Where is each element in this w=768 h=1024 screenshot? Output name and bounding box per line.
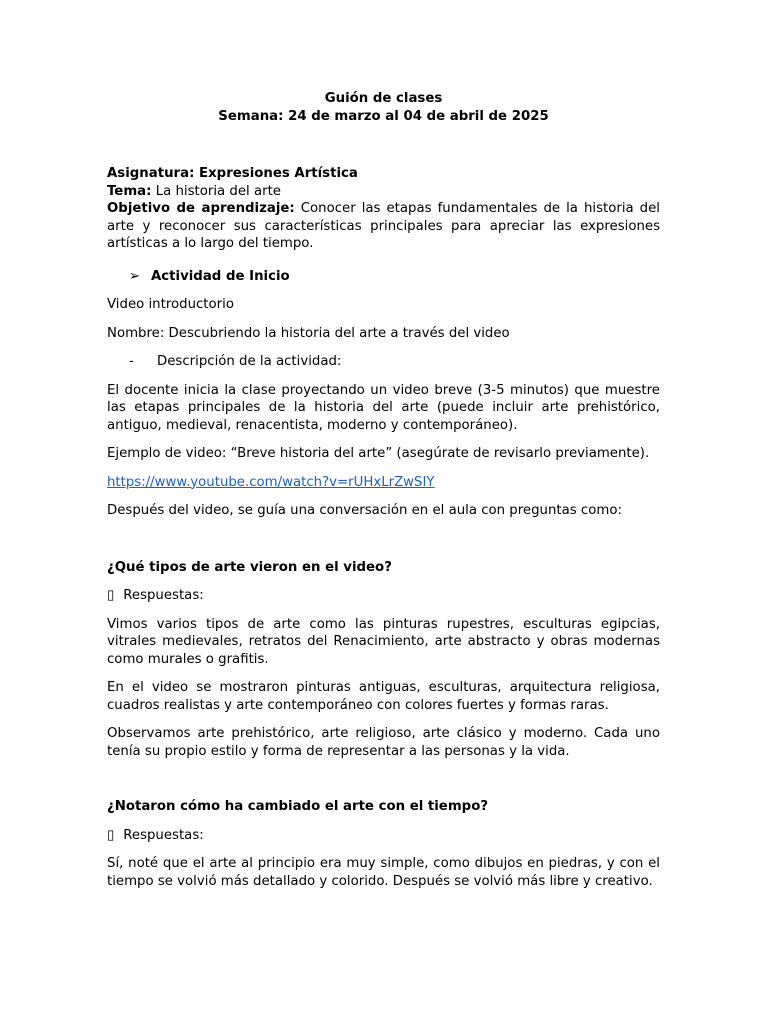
subject-line: Asignatura: Expresiones Artística — [107, 166, 358, 181]
missing-glyph-box-icon: ▯ — [107, 588, 115, 603]
answers-label-1: ▯ Respuestas: — [107, 588, 204, 603]
answer-1-2: En el video se mostraron pinturas antiguas, esculturas, arquitectura religiosa, cuadros realistas y arte contemporáneo con colores fuertes y formas raras. — [107, 680, 660, 713]
document-body — [107, 90, 660, 890]
activity-name: Nombre: Descubriendo la historia del arte a través del video — [107, 325, 510, 341]
video-link[interactable]: https://www.youtube.com/watch?v=rUHxLrZwSIY — [107, 474, 435, 490]
document-title: Guión de clases — [324, 91, 443, 106]
activity-intro: Video introductorio — [107, 297, 234, 312]
activity-description-label: - Descripción de la actividad: — [129, 354, 342, 369]
missing-glyph-box-icon: ▯ — [107, 827, 115, 843]
objective-paragraph: Objetivo de aprendizaje: Conocer las etapas fundamentales de la historia del arte y reconocer sus características principales para apreciar las expresiones artísticas a lo largo del tiempo. — [107, 201, 660, 251]
after-video-text: Después del video, se guía una conversación en el aula con preguntas como: — [107, 503, 622, 518]
answers-label-2: ▯ Respuestas: — [107, 827, 204, 843]
question-2: ¿Notaron cómo ha cambiado el arte con el tiempo? — [107, 799, 489, 814]
dash-bullet: - — [129, 354, 134, 369]
answer-2-1: Sí, noté que el arte al principio era muy simple, como dibujos en piedras, y con el tiempo se volvió más detallado y colorido. Después se volvió más libre y creativo. — [107, 856, 660, 889]
video-example: Ejemplo de video: “Breve historia del arte” (asegúrate de revisarlo previamente). — [107, 446, 650, 461]
video-link-line — [107, 474, 660, 492]
document-week: Semana: 24 de marzo al 04 de abril de 2025 — [218, 108, 549, 124]
arrow-bullet-icon: ➢ — [129, 268, 141, 284]
question-1: ¿Qué tipos de arte vieron en el video? — [107, 559, 392, 575]
activity-heading: ➢ Actividad de Inicio — [129, 268, 290, 284]
topic-line: Tema: La historia del arte — [107, 183, 281, 199]
activity-description-text: El docente inicia la clase proyectando un video breve (3-5 minutos) que muestre las etapas principales de la historia del arte (puede incluir arte prehistórico, antiguo, medieval, renacentista, moderno y contemporáneo). — [107, 382, 660, 433]
answer-1-1: Vimos varios tipos de arte como las pinturas rupestres, esculturas egipcias, vitrales medievales, retratos del Renacimiento, arte abstracto y obras modernas como murales o grafitis. — [107, 616, 660, 667]
answer-1-3: Observamos arte prehistórico, arte religioso, arte clásico y moderno. Cada uno tenía su propio estilo y forma de representar a las personas y la vida. — [107, 726, 660, 759]
